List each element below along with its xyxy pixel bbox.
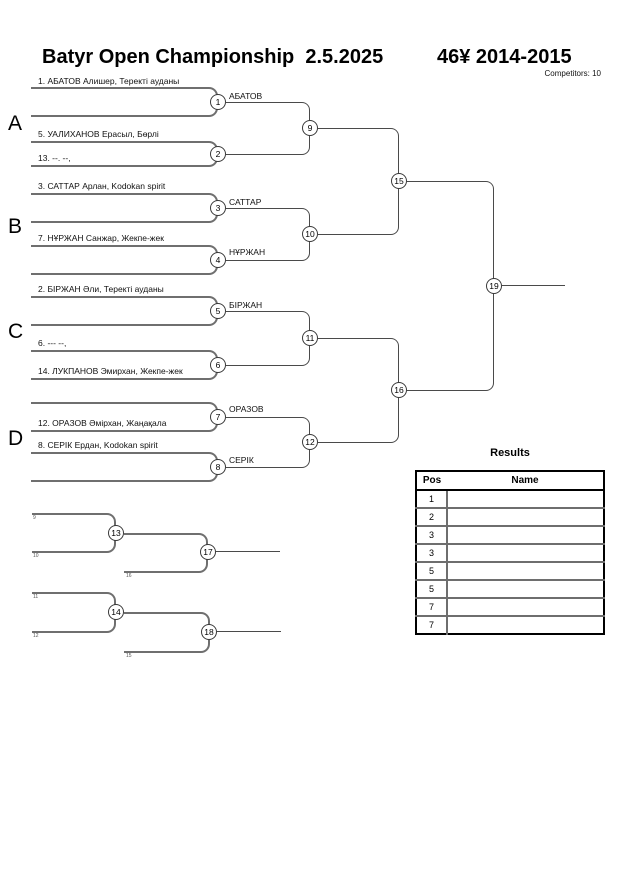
repechage-feed-label-16: 16 (126, 573, 132, 579)
match-node-19: 19 (486, 278, 502, 294)
results-pos-cell: 2 (416, 508, 447, 526)
results-name-cell (447, 544, 604, 562)
match-node-2: 2 (210, 146, 226, 162)
match-bracket-4 (31, 245, 218, 275)
results-row (416, 490, 604, 508)
match-node-5: 5 (210, 303, 226, 319)
entry-name: 12. ОРАЗОВ Әмірхан, Жаңақала (38, 418, 167, 428)
match-node-3: 3 (210, 200, 226, 216)
final-bracket-19 (407, 181, 494, 391)
match-node-8: 8 (210, 459, 226, 475)
results-pos-cell: 3 (416, 526, 447, 544)
weight-category: 46¥ 2014-2015 (437, 46, 572, 68)
results-name-cell (447, 526, 604, 544)
repechage-winner-line-18 (217, 631, 281, 632)
entry-name: 5. УАЛИХАНОВ Ерасыл, Бөрлі (38, 129, 159, 139)
results-pos-cell: 7 (416, 616, 447, 634)
entry-name: 2. БІРЖАН Әли, Теректі ауданы (38, 284, 164, 294)
match-node-11: 11 (302, 330, 318, 346)
results-pos-cell: 7 (416, 598, 447, 616)
group-label-c: C (8, 320, 24, 343)
results-name-cell (447, 616, 604, 634)
match-node-17: 17 (200, 544, 216, 560)
results-pos-cell: 5 (416, 562, 447, 580)
results-name-cell (447, 562, 604, 580)
results-col-name: Name (447, 471, 604, 490)
match-winner-label-7: ОРАЗОВ (229, 404, 264, 414)
match-bracket-3 (31, 193, 218, 223)
results-pos-cell: 5 (416, 580, 447, 598)
results-pos-cell: 3 (416, 544, 447, 562)
semifinal-bracket-16 (318, 338, 399, 443)
repechage-bracket-18 (124, 612, 210, 653)
match-winner-label-5: БІРЖАН (229, 300, 263, 310)
entry-name: 13. --. --, (38, 153, 71, 163)
match-node-1: 1 (210, 94, 226, 110)
results-row (416, 616, 604, 634)
repechage-bracket-13 (32, 513, 116, 553)
repechage-bracket-14 (32, 592, 116, 633)
repechage-winner-line-17 (216, 551, 280, 552)
repechage-feed-label-12: 12 (33, 633, 39, 639)
repechage-feed-label-9: 9 (33, 515, 36, 521)
results-row (416, 526, 604, 544)
entry-name: 3. САТТАР Арлан, Kodokan spirit (38, 181, 166, 191)
results-row (416, 508, 604, 526)
repechage-bracket-17 (124, 533, 208, 573)
match-bracket-9 (226, 102, 310, 155)
group-label-d: D (8, 427, 24, 450)
match-node-7: 7 (210, 409, 226, 425)
results-name-cell (447, 580, 604, 598)
results-title: Results (490, 447, 530, 459)
match-node-14: 14 (108, 604, 124, 620)
match-node-6: 6 (210, 357, 226, 373)
match-node-4: 4 (210, 252, 226, 268)
entry-name: 8. СЕРІК Ердан, Kodokan spirit (38, 440, 158, 450)
match-bracket-11 (226, 311, 310, 366)
results-table (415, 470, 605, 635)
results-pos-cell: 1 (416, 490, 447, 508)
results-row (416, 544, 604, 562)
match-winner-label-4: НҰРЖАН (229, 247, 266, 257)
match-bracket-5 (31, 296, 218, 326)
entry-name: 6. --- --, (38, 338, 67, 348)
results-row (416, 562, 604, 580)
repechage-feed-label-11: 11 (33, 594, 39, 600)
results-col-pos: Pos (416, 471, 447, 490)
match-bracket-8 (31, 452, 218, 482)
match-node-15: 15 (391, 173, 407, 189)
entry-name: 1. АБАТОВ Алишер, Теректі ауданы (38, 76, 180, 86)
match-node-10: 10 (302, 226, 318, 242)
results-row (416, 580, 604, 598)
entry-name: 7. НҰРЖАН Санжар, Жекпе-жек (38, 233, 164, 243)
group-label-b: B (8, 215, 23, 238)
match-node-18: 18 (201, 624, 217, 640)
semifinal-bracket-15 (318, 128, 399, 235)
match-node-12: 12 (302, 434, 318, 450)
results-row (416, 598, 604, 616)
page-title: Batyr Open Championship 2.5.2025 (42, 46, 384, 68)
results-header-row (416, 471, 604, 490)
match-node-13: 13 (108, 525, 124, 541)
entry-name: 14. ЛУКПАНОВ Эмирхан, Жекпе-жек (38, 366, 183, 376)
results-name-cell (447, 490, 604, 508)
results-name-cell (447, 598, 604, 616)
match-node-9: 9 (302, 120, 318, 136)
match-node-16: 16 (391, 382, 407, 398)
repechage-feed-label-15: 15 (126, 653, 132, 659)
competitors-count: Competitors: 10 (544, 69, 601, 78)
repechage-feed-label-10: 10 (33, 553, 39, 559)
match-winner-label-8: СЕРІК (229, 455, 254, 465)
group-label-a: A (8, 112, 23, 135)
results-name-cell (447, 508, 604, 526)
match-winner-label-3: САТТАР (229, 197, 262, 207)
match-bracket-1 (31, 87, 218, 117)
final-winner-line (502, 285, 565, 286)
match-winner-label-1: АБАТОВ (229, 91, 263, 101)
